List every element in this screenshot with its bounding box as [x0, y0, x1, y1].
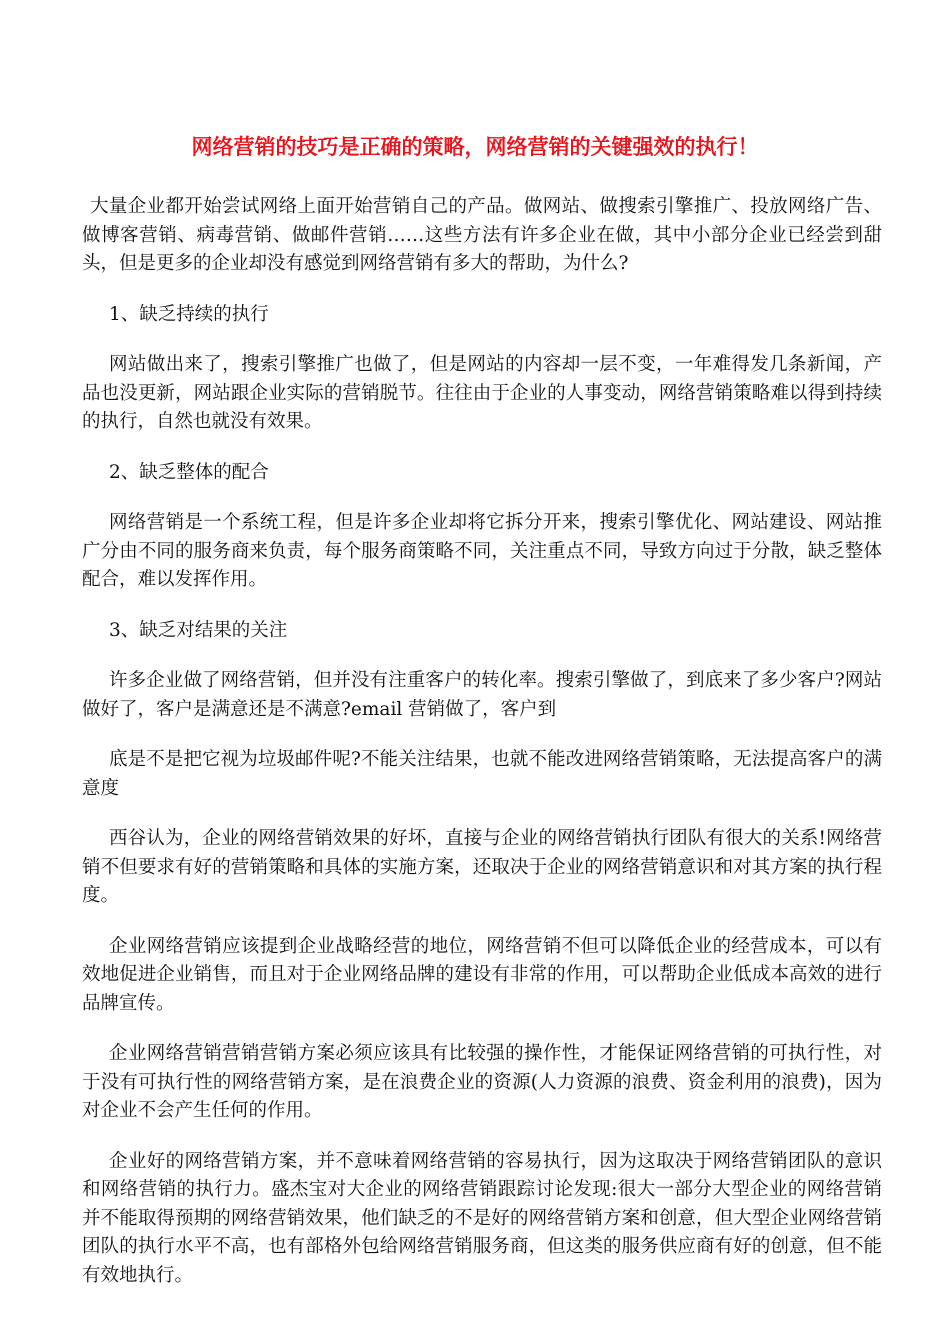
intro-paragraph: 大量企业都开始尝试网络上面开始营销自己的产品。做网站、做搜索引擎推广、投放网络广告、做博客营销、病毒营销、做邮件营销……这些方法有许多企业在做，其中小部分企业已经尝到甜头，但是更多的企业却没有感觉到网络营销有多大的帮助，为什么?: [82, 196, 882, 274]
section-paragraph-3a: 许多企业做了网络营销，但并没有注重客户的转化率。搜索引擎做了，到底来了多少客户?网站做好了，客户是满意还是不满意?email 营销做了，客户到: [82, 670, 882, 720]
document-title: 网络营销的技巧是正确的策略，网络营销的关键强效的执行！: [191, 135, 759, 159]
section-heading-2: 2、缺乏整体的配合: [109, 461, 269, 483]
section-heading-1: 1、缺乏持续的执行: [109, 303, 269, 325]
section-heading-3: 3、缺乏对结果的关注: [109, 619, 288, 641]
body-paragraph-strategy: 企业网络营销应该提到企业战略经营的地位，网络营销不但可以降低企业的经营成本，可以有效地促进企业销售，而且对于企业网络品牌的建设有非常的作用，可以帮助企业低成本高效的进行品牌宣传。: [82, 935, 882, 1014]
body-paragraph-xigu: 西谷认为，企业的网络营销效果的好坏，直接与企业的网络营销执行团队有很大的关系!网络营销不但要求有好的营销策略和具体的实施方案，还取决于企业的网络营销意识和对其方案的执行程度。: [82, 828, 882, 906]
body-paragraph-plan: 企业网络营销营销营销方案必须应该具有比较强的操作性，才能保证网络营销的可执行性，对于没有可执行性的网络营销方案，是在浪费企业的资源(人力资源的浪费、资金利用的浪费)，因为对企业不会产生任何的作用。: [82, 1043, 882, 1121]
body-paragraph-execution: 企业好的网络营销方案，并不意味着网络营销的容易执行，因为这取决于网络营销团队的意识和网络营销的执行力。盛杰宝对大企业的网络营销跟踪讨论发现:很大一部分大型企业的网络营销并不能取得预期的网络营销效果，他们缺乏的不是好的网络营销方案和创意，但大型企业网络营销团队的执行水平不高，也有部格外包给网络营销服务商，但这类的服务供应商有好的创意，但不能有效地执行。: [82, 1150, 882, 1286]
document-body: [82, 193, 882, 1312]
section-paragraph-1: 网站做出来了，搜索引擎推广也做了，但是网站的内容却一层不变，一年难得发几条新闻，产品也没更新，网站跟企业实际的营销脱节。往往由于企业的人事变动，网络营销策略难以得到持续的执行，自然也就没有效果。: [82, 354, 882, 432]
section-paragraph-3b: 底是不是把它视为垃圾邮件呢?不能关注结果，也就不能改进网络营销策略，无法提高客户的满意度: [82, 749, 882, 799]
section-paragraph-2: 网络营销是一个系统工程，但是许多企业却将它拆分开来，搜索引擎优化、网站建设、网站推广分由不同的服务商来负责，每个服务商策略不同，关注重点不同，导致方向过于分散，缺乏整体配合，难以发挥作用。: [82, 512, 882, 590]
